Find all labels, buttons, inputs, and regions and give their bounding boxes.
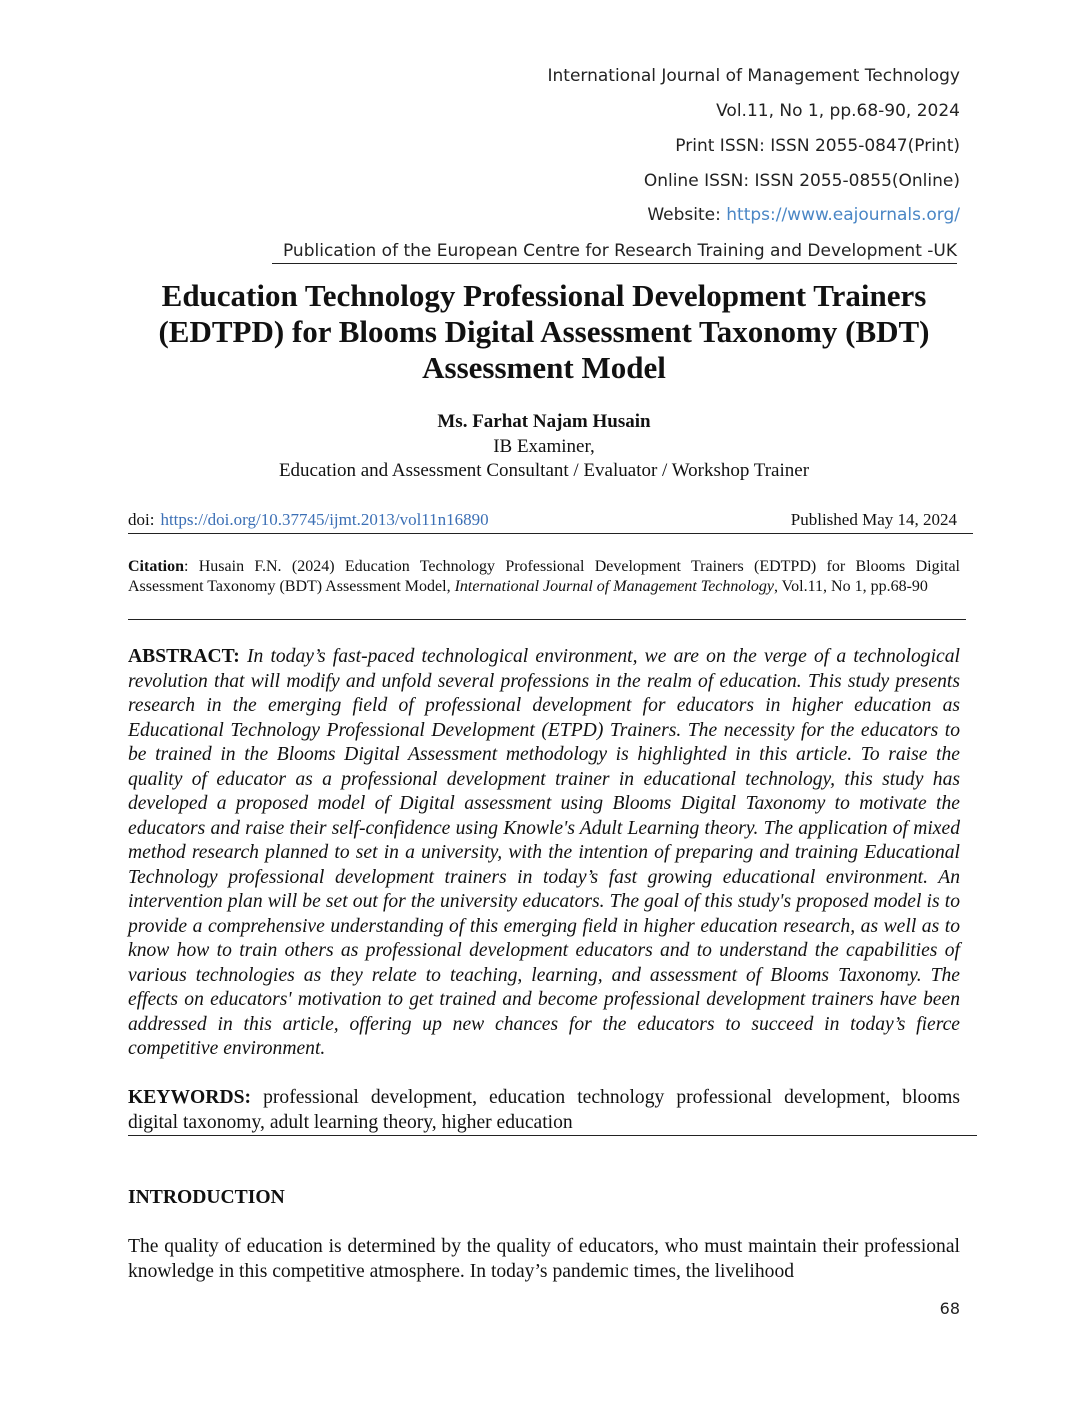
- paper-title: Education Technology Professional Development Trainers (EDTPD) for Blooms Digital Assessment Taxonomy (BDT) Assessment Model: [158, 278, 930, 385]
- citation-tail: , Vol.11, No 1, pp.68-90: [773, 578, 928, 595]
- volume-info: Vol.11, No 1, pp.68-90, 2024: [716, 101, 960, 121]
- citation-divider: [128, 619, 966, 620]
- keywords: [128, 1086, 960, 1135]
- abstract-label: ABSTRACT:: [128, 646, 240, 667]
- citation: [128, 557, 960, 597]
- doi-label: doi:: [128, 510, 155, 529]
- doi-row: [128, 509, 973, 534]
- published-date: Published May 14, 2024: [790, 510, 957, 529]
- print-issn: Print ISSN: ISSN 2055-0847(Print): [675, 136, 960, 156]
- abstract-text: In today’s fast-paced technological environment, we are on the verge of a technological revolution that will modify and unfold several professions in the realm of education. This study presents research in the emerging field of professional development for educators in higher education as Educational Technology Professional Development (ETPD) Trainers. The necessity for the educators to be trained in the Blooms Digital Assessment methodology is highlighted in this article. To raise the quality of educator as a professional development trainer in educational technology, this study has developed a proposed model of Digital assessment using Blooms Digital Taxonomy to motivate the educators and raise their self-confidence using Knowle's Adult Learning theory. The application of mixed method research planned to set in a university, with the intention of preparing and training Educational Technology professional development trainers in today’s fast growing educational environment. An intervention plan will be set out for the university educators. The goal of this study's proposed model is to provide a comprehensive understanding of this emerging field in higher education research, as well as to know how to train others as professional development educators and to understand the capabilities of various technologies as they relate to teaching, learning, and assessment of Blooms Taxonomy. The effects on educators' motivation to get trained and become professional development trainers have been addressed in this article, offering up new chances for the educators to succeed in today’s fierce competitive environment.: [128, 646, 960, 1059]
- abstract: [128, 645, 960, 1062]
- online-issn: Online ISSN: ISSN 2055-0855(Online): [643, 171, 960, 191]
- citation-text: : Husain F.N. (2024) Education Technology Professional Development Trainers (EDTPD) for Blooms Digital Assessment Taxonomy (BDT) Assessment Model,: [128, 558, 960, 595]
- author-name: Ms. Farhat Najam Husain: [437, 411, 651, 432]
- page-number: 68: [939, 1299, 960, 1318]
- section-heading: INTRODUCTION: [128, 1187, 285, 1208]
- website-link[interactable]: https://www.eajournals.org/: [726, 205, 960, 225]
- journal-name: International Journal of Management Technology: [547, 66, 960, 86]
- intro-paragraph: The quality of education is determined by the quality of educators, who must maintain their professional knowledge in this competitive atmosphere. In today’s pandemic times, the livelihood: [128, 1236, 960, 1282]
- website-label: Website:: [647, 205, 727, 225]
- website-line: [647, 205, 960, 225]
- keywords-text: professional development, education technology professional development, blooms digital taxonomy, adult learning theory, higher education: [128, 1087, 960, 1133]
- citation-journal: International Journal of Management Technology: [454, 578, 774, 595]
- author-role: IB Examiner,: [493, 436, 595, 457]
- keywords-label: KEYWORDS:: [128, 1087, 252, 1108]
- publisher-line: Publication of the European Centre for Research Training and Development -UK: [272, 241, 957, 264]
- citation-label: Citation: [128, 558, 184, 575]
- keywords-divider: [128, 1135, 977, 1136]
- doi-link[interactable]: https://doi.org/10.37745/ijmt.2013/vol11n16890: [160, 510, 489, 529]
- author-affiliation: Education and Assessment Consultant / Evaluator / Workshop Trainer: [278, 460, 810, 481]
